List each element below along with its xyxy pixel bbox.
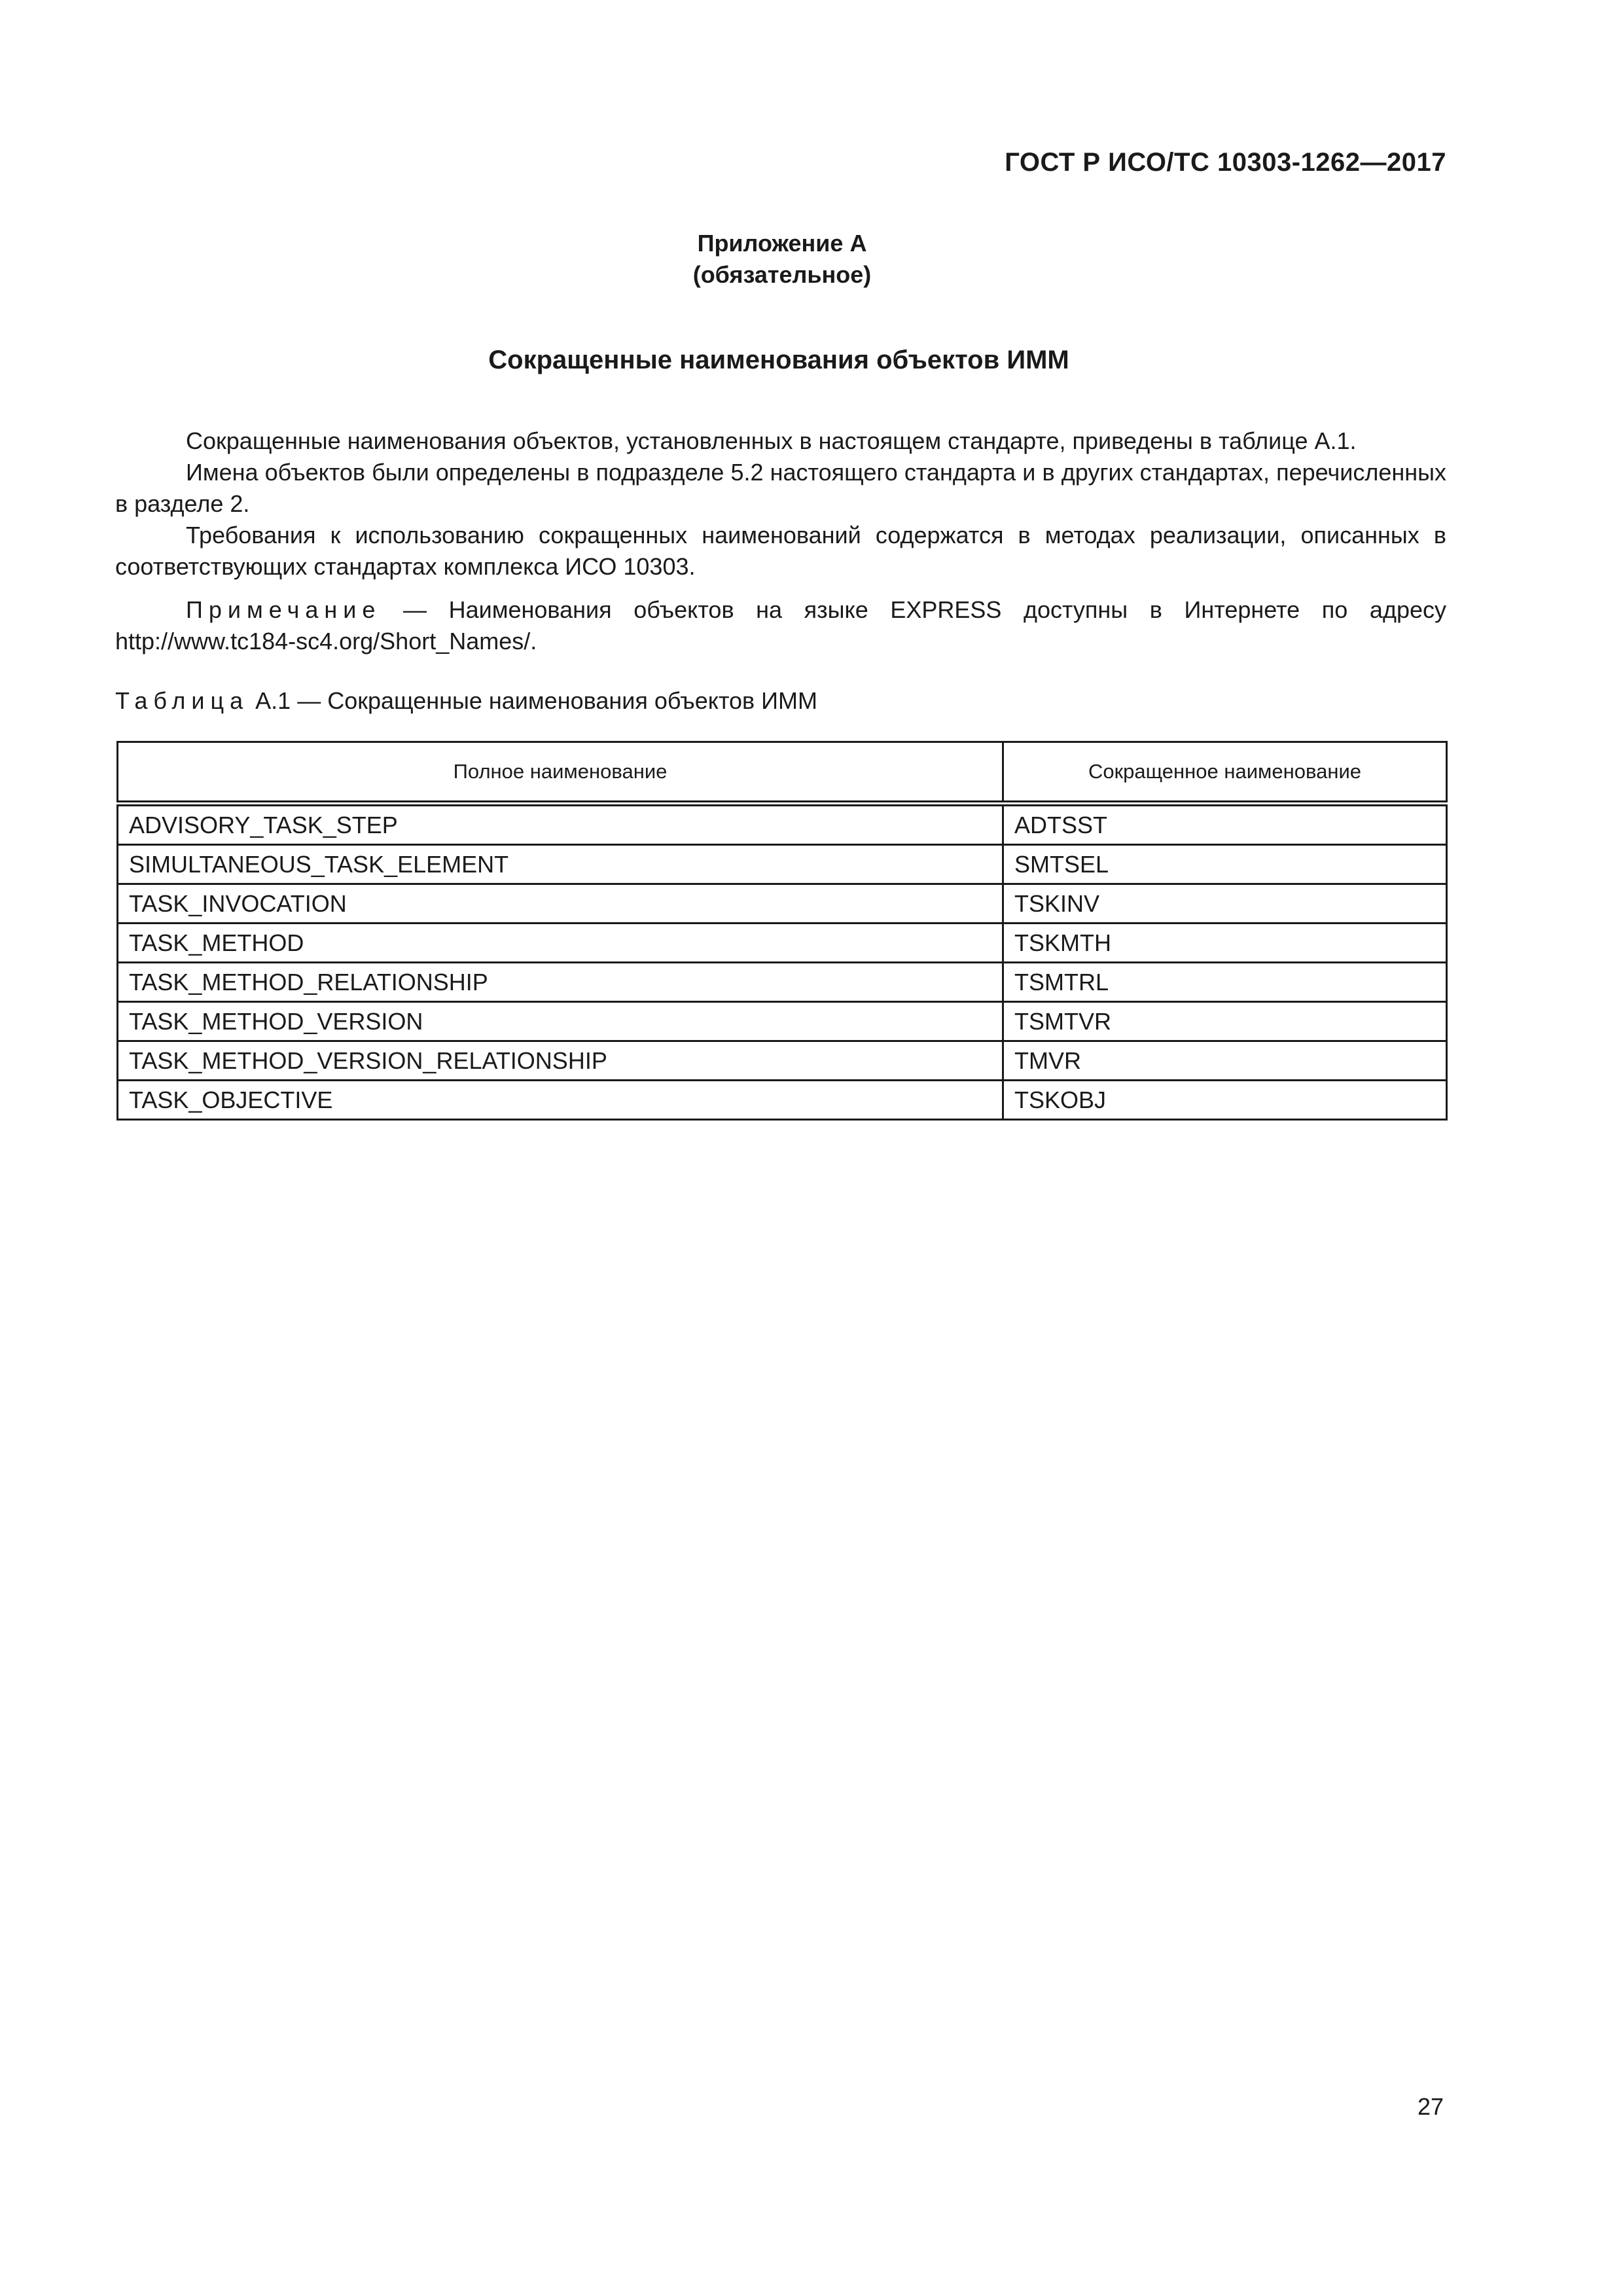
document-code: ГОСТ Р ИСО/ТС 10303-1262—2017	[1005, 148, 1446, 177]
short-name-cell: TSKOBJ	[1003, 1081, 1447, 1120]
appendix-title: Приложение А	[697, 230, 867, 257]
table-caption	[115, 687, 817, 715]
full-name-cell: TASK_METHOD_VERSION	[118, 1002, 1003, 1041]
short-name-cell: TSMTVR	[1003, 1002, 1447, 1041]
section-title: Сокращенные наименования объектов ИММ	[488, 346, 1069, 374]
page-number: 27	[1417, 2093, 1444, 2120]
full-name-cell: TASK_METHOD	[118, 924, 1003, 963]
note	[115, 594, 1446, 657]
full-name-cell: TASK_METHOD_VERSION_RELATIONSHIP	[118, 1041, 1003, 1081]
paragraph-3: Требования к использованию сокращенных наименований содержатся в методах реализации, описанных в соответствующих стандартах комплекса ИСО 10303.	[115, 522, 1446, 580]
full-name-cell: SIMULTANEOUS_TASK_ELEMENT	[118, 845, 1003, 884]
note-text: — Наименования объектов на языке EXPRESS доступны в Интернете по адресу http://www.tc184-sc4.org/Short_Names/.	[115, 596, 1446, 655]
appendix-status: (обязательное)	[692, 261, 872, 288]
table-row	[118, 804, 1447, 845]
full-name-cell: TASK_OBJECTIVE	[118, 1081, 1003, 1120]
short-names-table	[116, 741, 1448, 1121]
full-name-cell: TASK_INVOCATION	[118, 884, 1003, 924]
table-caption-text: А.1 — Сокращенные наименования объектов ИММ	[249, 687, 818, 714]
table-caption-label: Таблица	[115, 687, 249, 714]
paragraph-2: Имена объектов были определены в подразделе 5.2 настоящего стандарта и в других стандартах, перечисленных в разделе 2.	[115, 459, 1446, 517]
header-short-name: Сокращенное наименование	[1003, 742, 1447, 804]
paragraph-1: Сокращенные наименования объектов, установленных в настоящем стандарте, приведены в таблице А.1.	[186, 427, 1357, 454]
table-row	[118, 1041, 1447, 1081]
table-row	[118, 924, 1447, 963]
full-name-cell: ADVISORY_TASK_STEP	[118, 804, 1003, 845]
table-row	[118, 845, 1447, 884]
table-row	[118, 884, 1447, 924]
table-row	[118, 1081, 1447, 1120]
short-name-cell: TMVR	[1003, 1041, 1447, 1081]
short-name-cell: TSKMTH	[1003, 924, 1447, 963]
table-row	[118, 963, 1447, 1002]
table-header-row	[118, 742, 1447, 804]
short-name-cell: TSMTRL	[1003, 963, 1447, 1002]
body-text	[115, 425, 1446, 657]
header-full-name: Полное наименование	[118, 742, 1003, 804]
short-name-cell: TSKINV	[1003, 884, 1447, 924]
short-name-cell: ADTSST	[1003, 804, 1447, 845]
note-label: Примечание	[186, 596, 382, 623]
full-name-cell: TASK_METHOD_RELATIONSHIP	[118, 963, 1003, 1002]
short-name-cell: SMTSEL	[1003, 845, 1447, 884]
appendix-heading	[0, 228, 1564, 291]
table-row	[118, 1002, 1447, 1041]
